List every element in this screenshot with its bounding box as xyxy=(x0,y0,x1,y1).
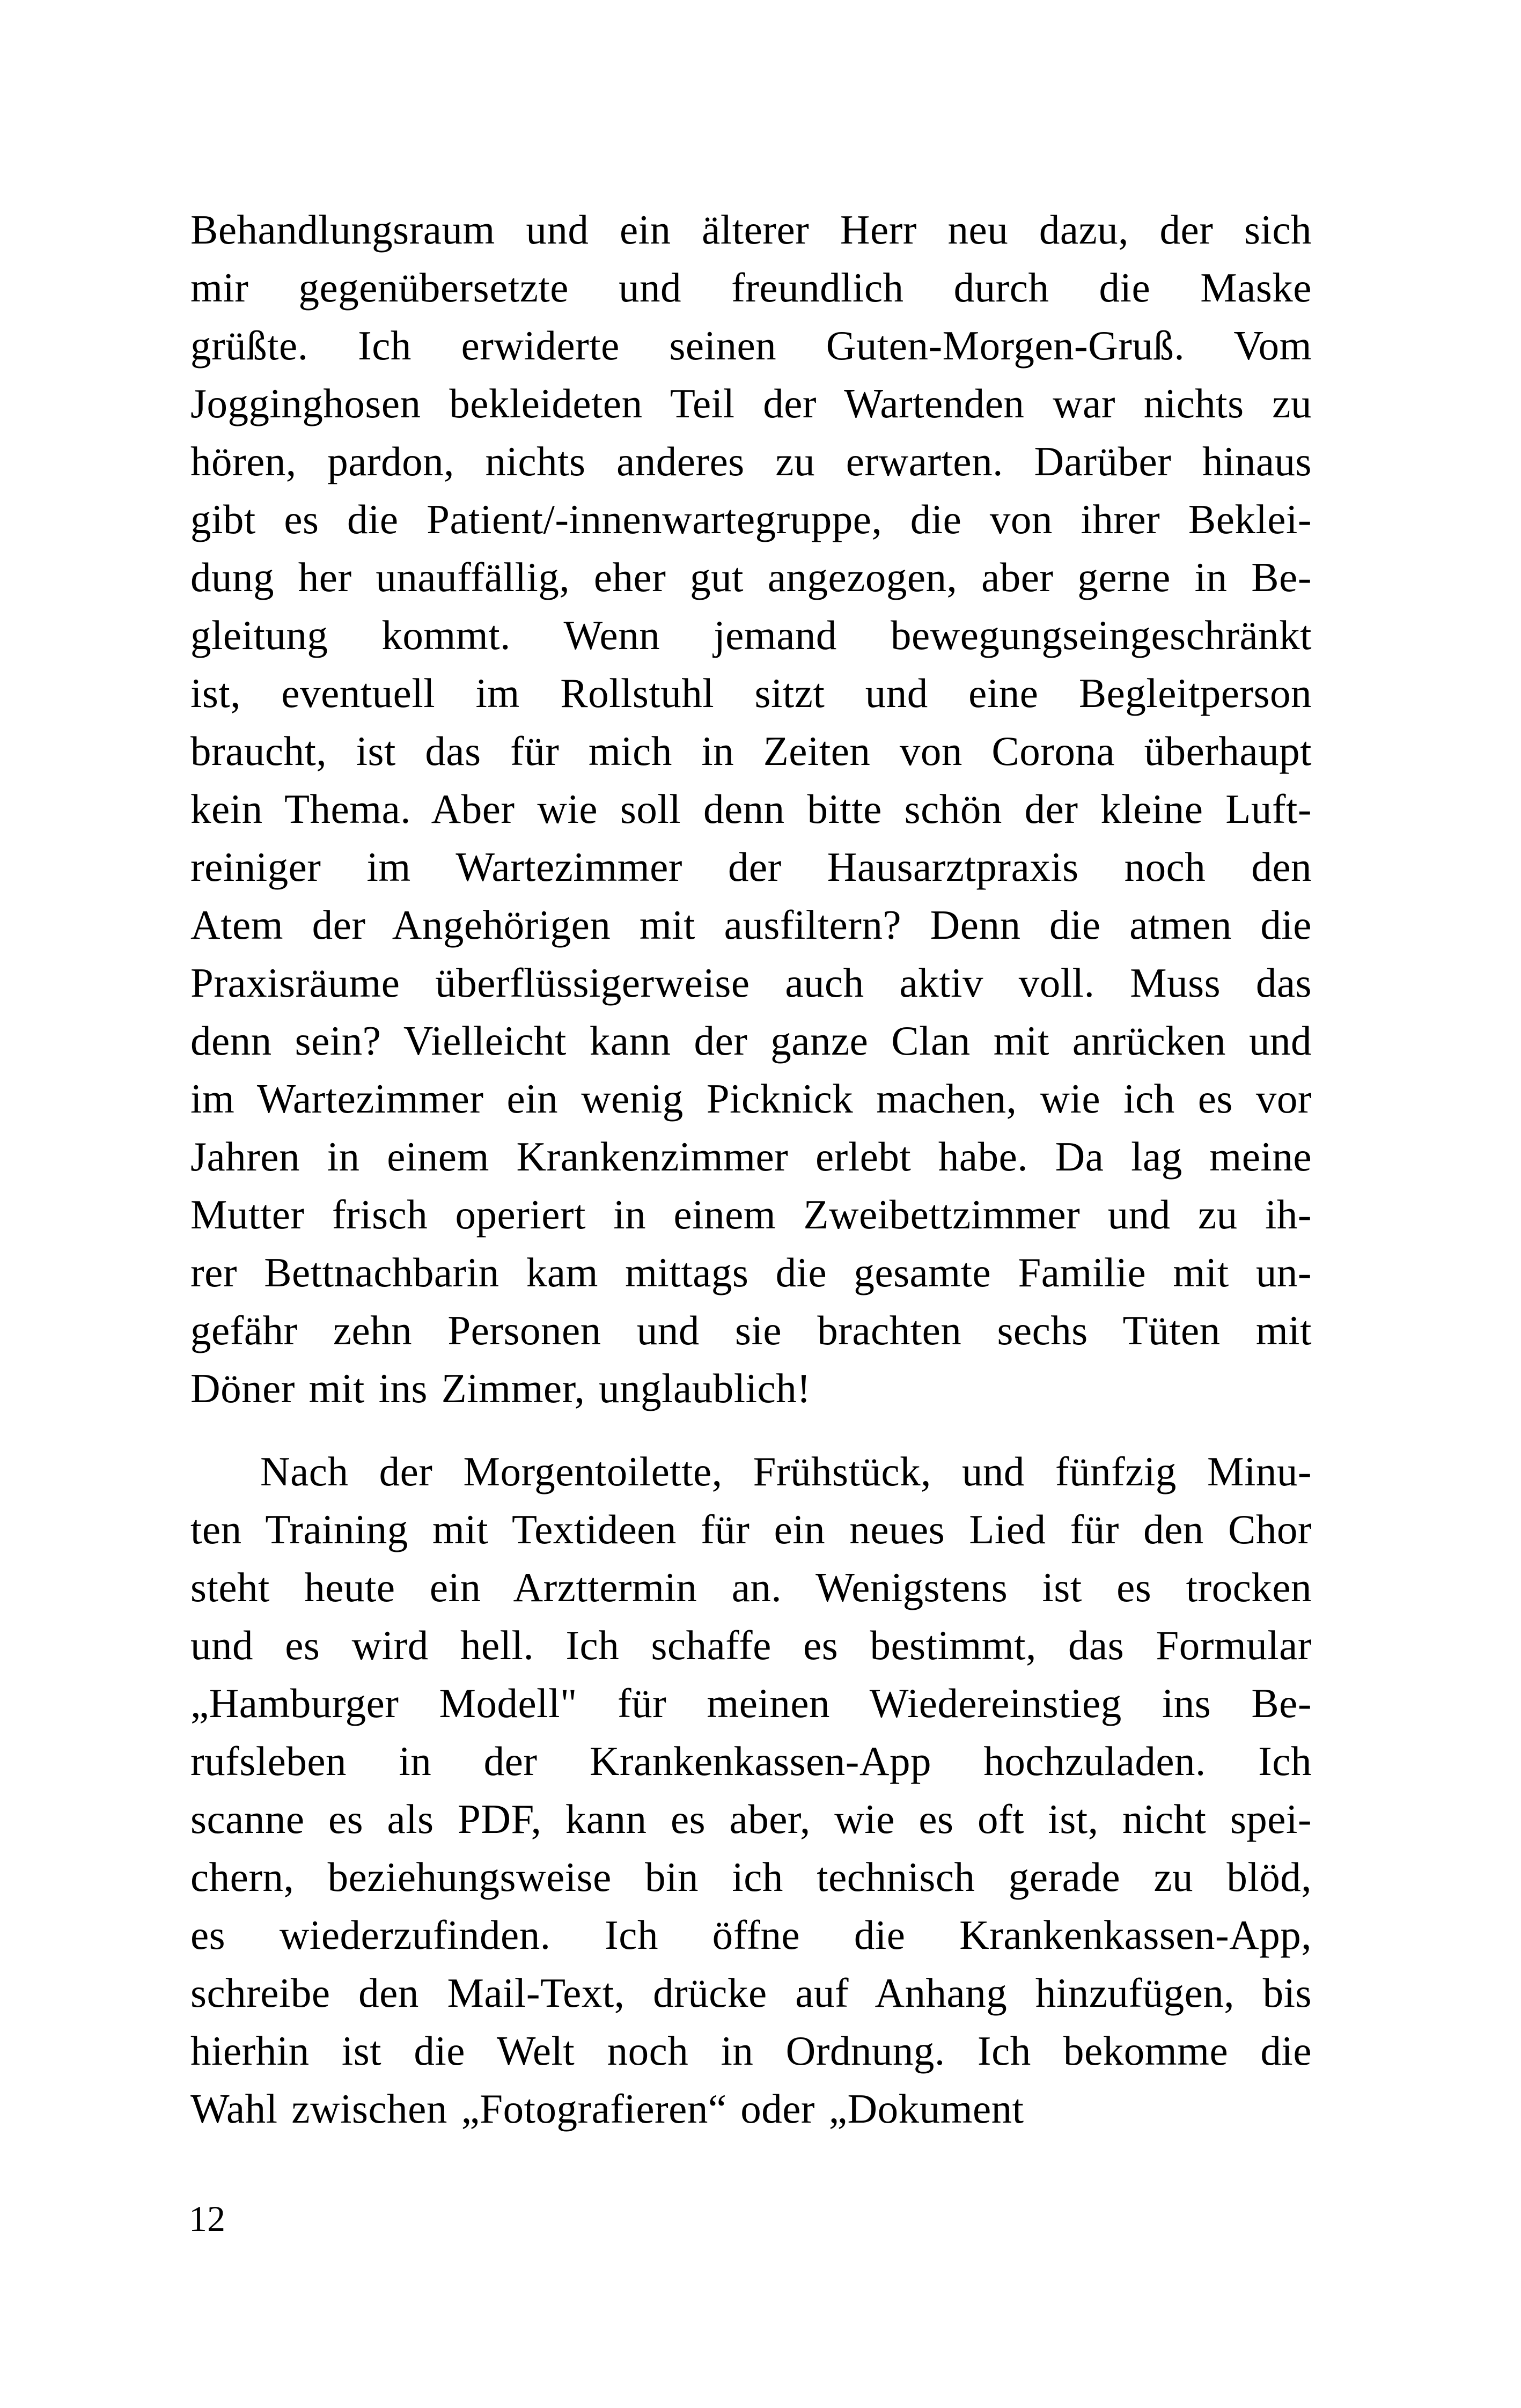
text-line: „Hamburger Modell" für meinen Wiedereinstieg ins Be- xyxy=(190,1680,1312,1726)
paragraph-gap xyxy=(190,1417,1312,1442)
text-line: mir gegenübersetzte und freundlich durch die Maske xyxy=(190,264,1312,311)
text-line: dung her unauffällig, eher gut angezogen, aber gerne in Be- xyxy=(190,554,1312,600)
text-line: Mutter frisch operiert in einem Zweibettzimmer und zu ih- xyxy=(190,1191,1312,1238)
paragraph-1 xyxy=(190,201,1312,1417)
text-line: rer Bettnachbarin kam mittags die gesamte Familie mit un- xyxy=(190,1249,1312,1295)
text-line: grüßte. Ich erwiderte seinen Guten-Morgen-Gruß. Vom xyxy=(190,322,1312,369)
text-line: denn sein? Vielleicht kann der ganze Clan mit anrücken und xyxy=(190,1018,1312,1064)
text-line: Atem der Angehörigen mit ausfiltern? Denn die atmen die xyxy=(190,902,1312,948)
text-line: Nach der Morgentoilette, Frühstück, und fünfzig Minu- xyxy=(260,1448,1312,1494)
text-line: braucht, ist das für mich in Zeiten von Corona überhaupt xyxy=(190,728,1312,774)
text-line: ist, eventuell im Rollstuhl sitzt und eine Begleitperson xyxy=(190,670,1312,716)
body-text xyxy=(190,201,1312,2138)
text-line: rufsleben in der Krankenkassen-App hochzuladen. Ich xyxy=(190,1738,1312,1784)
text-line: Praxisräume überflüssigerweise auch aktiv voll. Muss das xyxy=(190,960,1312,1006)
text-line: und es wird hell. Ich schaffe es bestimmt, das Formular xyxy=(190,1622,1312,1668)
page-number: 12 xyxy=(189,2198,225,2239)
text-line: hierhin ist die Welt noch in Ordnung. Ich bekomme die xyxy=(190,2028,1312,2074)
text-line: Jahren in einem Krankenzimmer erlebt habe. Da lag meine xyxy=(190,1133,1312,1180)
text-line: schreibe den Mail-Text, drücke auf Anhang hinzufügen, bis xyxy=(190,1970,1312,2016)
text-line: gleitung kommt. Wenn jemand bewegungseingeschränkt xyxy=(190,612,1312,658)
text-line: hören, pardon, nichts anderes zu erwarten. Darüber hinaus xyxy=(190,438,1312,484)
text-line: ten Training mit Textideen für ein neues Lied für den Chor xyxy=(190,1506,1312,1552)
text-line: Döner mit ins Zimmer, unglaublich! xyxy=(190,1365,811,1411)
text-line: kein Thema. Aber wie soll denn bitte schön der kleine Luft- xyxy=(190,786,1312,832)
paragraph-2 xyxy=(190,1442,1312,2138)
text-line: scanne es als PDF, kann es aber, wie es oft ist, nicht spei- xyxy=(190,1796,1312,1842)
text-line: Wahl zwischen „Fotografieren“ oder „Dokument xyxy=(190,2086,1024,2132)
text-line: Jogginghosen bekleideten Teil der Wartenden war nichts zu xyxy=(190,380,1312,426)
text-line: im Wartezimmer ein wenig Picknick machen, wie ich es vor xyxy=(190,1076,1312,1122)
text-line: es wiederzufinden. Ich öffne die Krankenkassen-App, xyxy=(190,1912,1312,1958)
text-line: gibt es die Patient/-innenwartegruppe, die von ihrer Beklei- xyxy=(190,496,1312,542)
text-line: steht heute ein Arzttermin an. Wenigstens ist es trocken xyxy=(190,1564,1312,1610)
text-line: gefähr zehn Personen und sie brachten sechs Tüten mit xyxy=(190,1307,1312,1353)
text-line: chern, beziehungsweise bin ich technisch gerade zu blöd, xyxy=(190,1854,1312,1900)
text-line: Behandlungsraum und ein älterer Herr neu dazu, der sich xyxy=(190,207,1312,253)
text-line: reiniger im Wartezimmer der Hausarztpraxis noch den xyxy=(190,844,1312,890)
